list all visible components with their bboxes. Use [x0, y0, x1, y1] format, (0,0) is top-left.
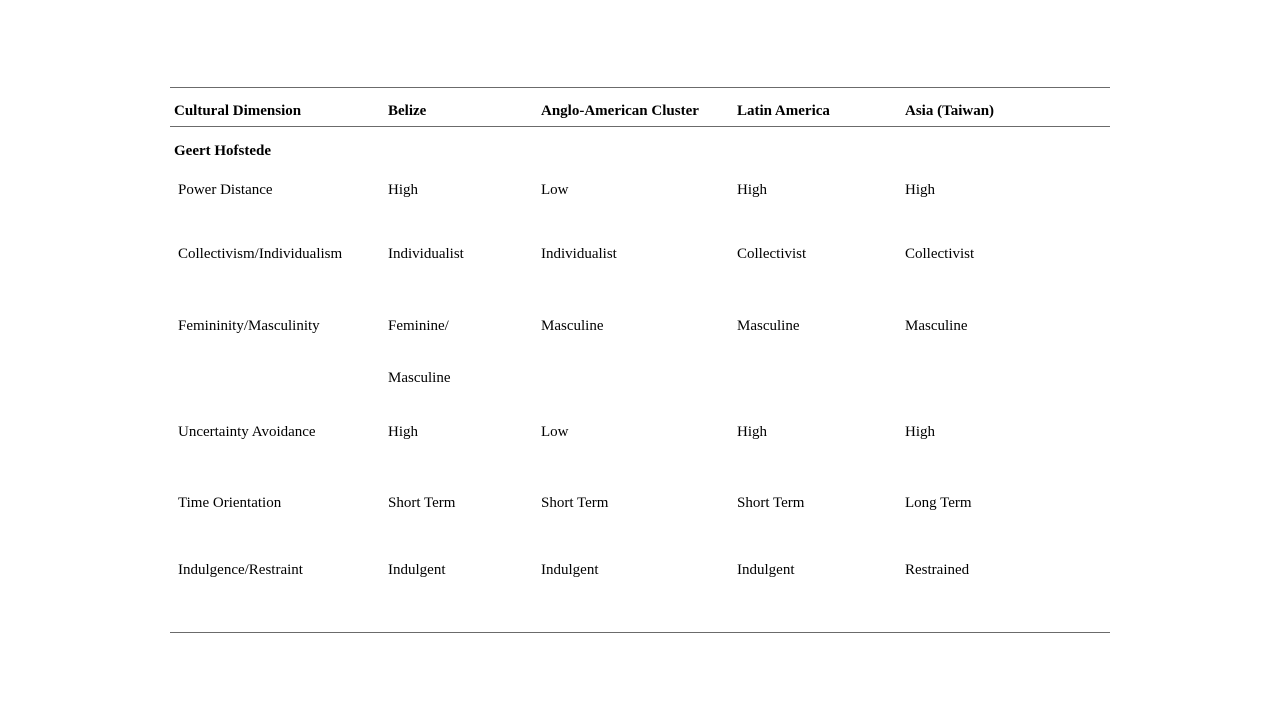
header-belize: Belize [388, 103, 427, 119]
table-cell-asia: Restrained [905, 562, 970, 578]
table-cell-belize: High [388, 424, 418, 440]
table-cell-asia: Long Term [905, 495, 972, 511]
table-row-dimension: Collectivism/Individualism [178, 246, 343, 262]
table-cell-latin: Masculine [737, 318, 800, 334]
table-row-dimension: Uncertainty Avoidance [178, 424, 316, 440]
table-cell-asia: High [905, 424, 935, 440]
table-row-dimension: Femininity/Masculinity [178, 318, 320, 334]
table-cell-asia: Masculine [905, 318, 968, 334]
table-cell-latin: Indulgent [737, 562, 795, 578]
header-cultural-dimension: Cultural Dimension [174, 103, 302, 119]
table-row-dimension: Power Distance [178, 182, 273, 198]
table-cell-belize: Feminine/ [388, 318, 449, 334]
table-cell-latin: High [737, 182, 767, 198]
table-bottom-rule [170, 632, 1110, 633]
table-cell-asia: Collectivist [905, 246, 975, 262]
header-asia-taiwan: Asia (Taiwan) [905, 103, 995, 119]
table-cell-belize: High [388, 182, 418, 198]
table-row-dimension: Time Orientation [178, 495, 282, 511]
table-cell-latin: Short Term [737, 495, 805, 511]
header-latin-america: Latin America [737, 103, 830, 119]
table-cell-anglo: Short Term [541, 495, 609, 511]
table-header-rule [170, 126, 1110, 127]
table-cell-anglo: Individualist [541, 246, 617, 262]
table-cell-anglo: Masculine [541, 318, 604, 334]
table-cell-latin: Collectivist [737, 246, 807, 262]
table-cell-belize: Short Term [388, 495, 456, 511]
table-cell-belize-line2: Masculine [388, 370, 451, 386]
table-cell-anglo: Low [541, 424, 569, 440]
table-cell-latin: High [737, 424, 767, 440]
table-cell-asia: High [905, 182, 935, 198]
table-cell-anglo: Indulgent [541, 562, 599, 578]
table-cell-belize: Indulgent [388, 562, 446, 578]
table-top-rule [170, 87, 1110, 88]
table-cell-anglo: Low [541, 182, 569, 198]
header-anglo-american-cluster: Anglo-American Cluster [541, 103, 699, 119]
table-row-dimension: Indulgence/Restraint [178, 562, 303, 578]
table-cell-belize: Individualist [388, 246, 464, 262]
section-title: Geert Hofstede [174, 143, 272, 159]
